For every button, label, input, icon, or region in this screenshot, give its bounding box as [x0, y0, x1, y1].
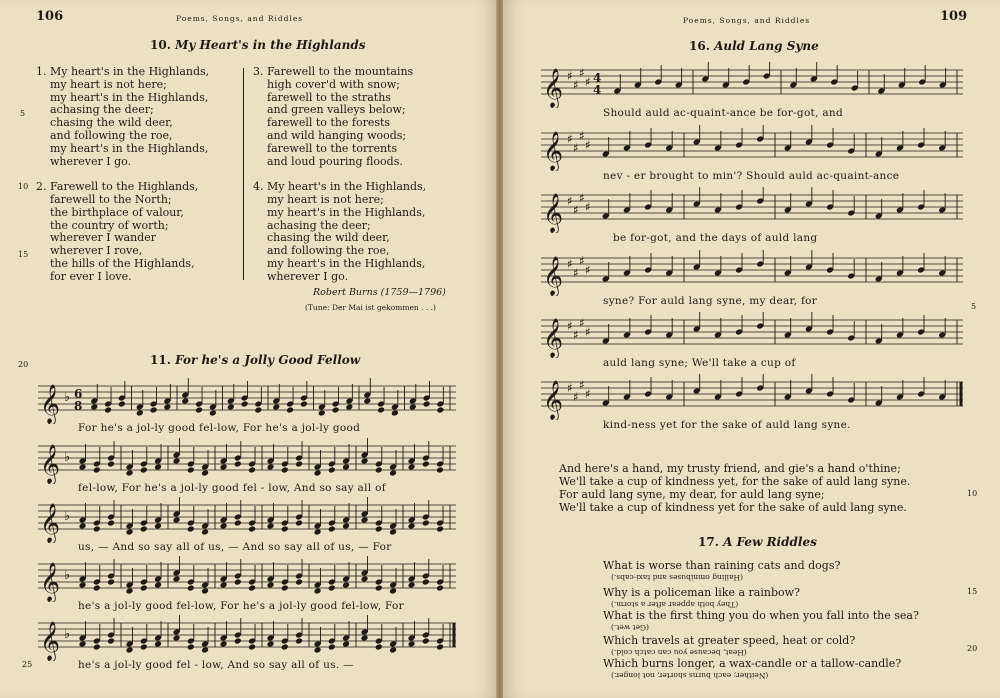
sharp-icon: ♯	[573, 390, 579, 404]
song10-title: My Heart's in the Highlands	[175, 38, 366, 52]
line-number: 20	[18, 360, 29, 369]
poem-line-text: My heart's in the Highlands,	[50, 65, 210, 78]
note-head	[126, 588, 134, 595]
left-page-number: 106	[36, 9, 64, 24]
poem-line-text: the birthplace of valour,	[50, 205, 184, 219]
note-head	[227, 404, 235, 411]
note-head	[107, 461, 115, 468]
poem-line-text: and green valleys below;	[267, 103, 406, 117]
note-head	[375, 585, 383, 592]
poem-line-text: my heart's in the Highlands,	[267, 256, 426, 270]
chorus-line: We'll take a cup of kindness yet, for the sake of auld lang syne.	[559, 475, 911, 488]
note-head	[409, 404, 417, 411]
sharp-icon: ♯	[585, 138, 591, 152]
note-head	[248, 644, 256, 651]
note-head	[408, 464, 416, 471]
treble-clef-icon: 𝄞	[543, 318, 564, 358]
riddle-answer-upside-down: (They both appear after a storm.)	[611, 600, 739, 609]
flat-icon: ♭	[64, 509, 71, 524]
note-head	[79, 641, 87, 648]
note-head	[361, 458, 369, 465]
note-head	[126, 470, 134, 477]
note-head	[436, 467, 444, 474]
poem-line	[36, 271, 209, 284]
song16-lyric-line: be for-got, and the days of auld lang	[613, 232, 818, 244]
poem-line-text: my heart is not here;	[267, 192, 384, 206]
note-head	[375, 526, 383, 533]
treble-clef-icon: 𝄞	[543, 380, 564, 420]
sharp-icon: ♯	[573, 203, 579, 217]
note-head	[93, 644, 101, 651]
note-head	[163, 404, 171, 411]
chorus-line: We'll take a cup of kindness yet for the sake of auld lang syne.	[559, 501, 907, 514]
riddles-number: 17.	[698, 535, 719, 549]
note-head	[187, 644, 195, 651]
song16-lyric-line: syne? For auld lang syne, my dear, for	[603, 295, 818, 307]
note-head	[79, 464, 87, 471]
note-head	[93, 526, 101, 533]
note-head	[314, 647, 322, 654]
song16-lyric-line: Should auld ac-quaint-ance be for-got, and	[603, 107, 844, 119]
note-head	[389, 647, 397, 654]
note-head	[267, 582, 275, 589]
poem-line-text: wherever I wander	[50, 231, 156, 245]
note-head	[181, 398, 189, 405]
note-head	[422, 638, 430, 645]
poem-line-text: chasing the wild deer,	[50, 116, 173, 130]
poem-line-text: my heart's in the Highlands,	[50, 141, 209, 155]
time-signature: 4	[593, 71, 602, 85]
note-head	[422, 461, 430, 468]
song11-lyric-line: For he's a jol-ly good fel-low, For he's a jol-ly good	[78, 422, 361, 434]
note-head	[272, 404, 280, 411]
note-head	[248, 467, 256, 474]
song10-column-1	[36, 66, 209, 284]
flat-icon: ♭	[64, 390, 71, 405]
note-head	[140, 585, 148, 592]
song11-lyric-line: he's a jol-ly good fel - low, And so say all of us. —	[78, 659, 354, 671]
flat-icon: ♭	[64, 627, 71, 642]
poem-line-text: my heart's in the Highlands,	[267, 205, 426, 219]
treble-clef-icon: 𝄞	[543, 131, 564, 171]
note-head	[328, 585, 336, 592]
poem-line-text: the country of worth;	[50, 218, 169, 232]
note-head	[104, 407, 112, 414]
time-signature: 4	[593, 83, 602, 97]
note-head	[328, 644, 336, 651]
note-head	[173, 458, 181, 465]
note-head	[408, 641, 416, 648]
note-head	[201, 588, 209, 595]
note-head	[361, 635, 369, 642]
note-head	[79, 582, 87, 589]
line-number: 5	[20, 109, 26, 118]
sharp-icon: ♯	[573, 266, 579, 280]
verse-number: 4.	[253, 180, 264, 194]
treble-clef-icon: 𝄞	[40, 562, 61, 602]
note-head	[318, 410, 326, 417]
song11-lyric-line: fel-low, For he's a jol-ly good fel - low, And so say all of	[78, 482, 386, 494]
note-head	[286, 407, 294, 414]
riddles-heading	[698, 535, 817, 549]
song16-heading	[689, 39, 819, 53]
right-page	[503, 0, 1000, 698]
note-head	[187, 585, 195, 592]
verse-number: 1.	[36, 65, 47, 78]
song11-lyric-line: he's a jol-ly good fel-low, For he's a jol-ly good fel-low, For	[78, 600, 404, 612]
note-head	[295, 520, 303, 527]
riddle-question: Why is a policeman like a rainbow?	[603, 586, 800, 599]
poem-line	[253, 156, 426, 169]
note-head	[187, 467, 195, 474]
note-head	[140, 644, 148, 651]
sharp-icon: ♯	[567, 69, 573, 83]
music-staff	[38, 615, 456, 661]
sharp-icon: ♯	[585, 75, 591, 89]
sharp-icon: ♯	[579, 129, 585, 143]
note-head	[173, 635, 181, 642]
song10-number: 10.	[150, 38, 171, 52]
note-head	[173, 517, 181, 524]
poem-line-text: achasing the deer;	[267, 218, 371, 232]
note-head	[241, 401, 249, 408]
line-number: 10	[18, 182, 29, 191]
music-staff	[541, 374, 963, 420]
song16-lyric-line: auld lang syne; We'll take a cup of	[603, 357, 796, 369]
note-head	[436, 585, 444, 592]
poem-line-text: Farewell to the Highlands,	[50, 180, 199, 194]
treble-clef-icon: 𝄞	[40, 503, 61, 543]
note-head	[361, 517, 369, 524]
note-head	[328, 467, 336, 474]
song11-number: 11.	[150, 353, 171, 367]
note-head	[126, 647, 134, 654]
note-head	[342, 523, 350, 530]
treble-clef-icon: 𝄞	[40, 621, 61, 661]
treble-clef-icon: 𝄞	[543, 68, 564, 108]
note-head	[220, 582, 228, 589]
note-head	[436, 526, 444, 533]
note-head	[79, 523, 87, 530]
sharp-icon: ♯	[585, 325, 591, 339]
poem-line-text	[50, 167, 54, 180]
note-head	[361, 576, 369, 583]
note-head	[281, 526, 289, 533]
note-head	[154, 464, 162, 471]
note-head	[140, 467, 148, 474]
line-number: 15	[967, 587, 978, 596]
music-staff	[541, 250, 963, 296]
sharp-icon: ♯	[567, 381, 573, 395]
poem-line-text: Farewell to the mountains	[267, 65, 414, 78]
column-divider	[243, 68, 244, 280]
note-head	[389, 529, 397, 536]
sharp-icon: ♯	[567, 319, 573, 333]
left-running-head: Poems, Songs, and Riddles	[176, 14, 304, 23]
poem-line	[253, 271, 426, 284]
note-head	[154, 582, 162, 589]
poem-line-text: wherever I go.	[50, 154, 132, 168]
music-staff	[541, 312, 963, 358]
riddle-question: Which travels at greater speed, heat or cold?	[603, 634, 856, 647]
sharp-icon: ♯	[567, 257, 573, 271]
note-head	[295, 461, 303, 468]
note-head	[154, 641, 162, 648]
note-head	[436, 644, 444, 651]
poem-line-text: the hills of the Highlands,	[50, 256, 195, 270]
note-head	[267, 641, 275, 648]
note-head	[136, 410, 144, 417]
sharp-icon: ♯	[579, 66, 585, 80]
song16-lyric-line: nev - er brought to min'? Should auld ac-quaint-ance	[603, 170, 900, 182]
music-staff	[38, 497, 456, 543]
riddle-question: Which burns longer, a wax-candle or a tallow-candle?	[603, 657, 902, 670]
song16-title: Auld Lang Syne	[714, 39, 819, 53]
poem-line-text: My heart's in the Highlands,	[267, 180, 427, 194]
poem-line-text: and wild hanging woods;	[267, 128, 407, 142]
flat-icon: ♭	[64, 450, 71, 465]
sharp-icon: ♯	[567, 132, 573, 146]
sharp-icon: ♯	[585, 200, 591, 214]
note-head	[314, 470, 322, 477]
note-head	[220, 523, 228, 530]
note-head	[173, 576, 181, 583]
note-head	[377, 407, 385, 414]
riddles-title: A Few Riddles	[723, 535, 817, 549]
note-head	[408, 523, 416, 530]
note-head	[201, 529, 209, 536]
note-head	[90, 404, 98, 411]
riddle-answer-upside-down: (Hailing omnibuses and taxi-cabs.)	[611, 573, 743, 582]
sharp-icon: ♯	[585, 263, 591, 277]
left-page	[0, 0, 497, 698]
note-head	[375, 467, 383, 474]
note-head	[375, 644, 383, 651]
poem-line	[36, 156, 209, 169]
note-head	[423, 401, 431, 408]
note-head	[234, 461, 242, 468]
note-head	[126, 529, 134, 536]
sharp-icon: ♯	[573, 78, 579, 92]
poem-line-text: wherever I go.	[267, 269, 349, 283]
note-head	[93, 585, 101, 592]
song10-heading	[150, 38, 366, 52]
sharp-icon: ♯	[579, 378, 585, 392]
song11-title: For he's a Jolly Good Fellow	[175, 353, 361, 367]
music-staff	[38, 378, 456, 424]
riddle-answer-upside-down: (Heat, because you can catch cold.)	[611, 648, 747, 657]
poem-line-text: wherever I rove,	[50, 244, 143, 258]
song10-credit: Robert Burns (1759—1796)	[313, 287, 446, 298]
song10-tune: (Tune: Der Mai ist gekommen . . .)	[305, 303, 436, 312]
note-head	[295, 638, 303, 645]
poem-line-text: farewell to the forests	[267, 116, 391, 130]
note-head	[248, 585, 256, 592]
note-head	[220, 464, 228, 471]
riddle-answer-upside-down: (Get wet.)	[611, 623, 649, 632]
note-head	[154, 523, 162, 530]
line-number: 25	[22, 660, 33, 669]
poem-line-text: farewell to the North;	[50, 192, 172, 206]
chorus-line: For auld lang syne, my dear, for auld lang syne;	[559, 488, 825, 501]
note-head	[314, 529, 322, 536]
note-head	[118, 401, 126, 408]
sharp-icon: ♯	[573, 141, 579, 155]
treble-clef-icon: 𝄞	[543, 256, 564, 296]
time-signature: 6	[74, 387, 83, 401]
note-head	[300, 401, 308, 408]
song16-lyric-line: kind-ness yet for the sake of auld lang syne.	[603, 419, 851, 431]
note-head	[281, 467, 289, 474]
riddle-question: What is worse than raining cats and dogs?	[603, 559, 841, 572]
note-head	[342, 464, 350, 471]
note-head	[363, 398, 371, 405]
note-head	[391, 410, 399, 417]
note-head	[314, 588, 322, 595]
note-head	[187, 526, 195, 533]
verse-number: 2.	[36, 180, 47, 194]
line-number: 15	[18, 250, 29, 259]
sharp-icon: ♯	[567, 194, 573, 208]
song16-chorus	[559, 462, 910, 514]
note-head	[107, 638, 115, 645]
note-head	[281, 644, 289, 651]
treble-clef-icon: 𝄞	[543, 193, 564, 233]
line-number: 5	[971, 302, 977, 311]
right-page-number: 109	[940, 9, 968, 24]
poem-line-text: my heart is not here;	[50, 77, 167, 91]
flat-icon: ♭	[64, 568, 71, 583]
poem-line-text: achasing the deer;	[50, 103, 154, 117]
poem-line-text: farewell to the straths	[267, 90, 391, 104]
note-head	[234, 520, 242, 527]
note-head	[389, 588, 397, 595]
poem-line-text	[267, 167, 271, 180]
sharp-icon: ♯	[573, 328, 579, 342]
music-staff	[38, 438, 456, 484]
verse-number: 3.	[253, 65, 264, 78]
note-head	[267, 523, 275, 530]
poem-line-text: my heart's in the Highlands,	[50, 90, 209, 104]
poem-line-text: high cover'd with snow;	[267, 77, 400, 91]
note-head	[295, 579, 303, 586]
treble-clef-icon: 𝄞	[40, 444, 61, 484]
note-head	[328, 526, 336, 533]
poem-line-text: farewell to the torrents	[267, 141, 398, 155]
music-staff	[541, 125, 963, 171]
note-head	[234, 579, 242, 586]
note-head	[345, 404, 353, 411]
song11-heading	[150, 353, 360, 367]
note-head	[248, 526, 256, 533]
riddle-question: What is the first thing you do when you fall into the sea?	[603, 609, 919, 622]
music-staff	[541, 187, 963, 233]
poem-line-text: and loud pouring floods.	[267, 154, 403, 168]
note-head	[254, 407, 262, 414]
note-head	[140, 526, 148, 533]
chorus-line: And here's a hand, my trusty friend, and gie's a hand o'thine;	[559, 462, 901, 475]
note-head	[408, 582, 416, 589]
note-head	[220, 641, 228, 648]
note-head	[389, 470, 397, 477]
song11-lyric-line: us, — And so say all of us, — And so say all of us, — For	[78, 541, 392, 553]
note-head	[93, 467, 101, 474]
line-number: 20	[967, 644, 978, 653]
line-number: 10	[967, 489, 978, 498]
note-head	[201, 647, 209, 654]
sharp-icon: ♯	[579, 316, 585, 330]
time-signature: 8	[74, 399, 83, 413]
song10-column-2	[253, 66, 426, 284]
poem-line-text: and following the roe,	[267, 244, 390, 258]
note-head	[209, 410, 217, 417]
note-head	[195, 407, 203, 414]
note-head	[436, 407, 444, 414]
treble-clef-icon: 𝄞	[40, 384, 61, 424]
music-staff	[541, 62, 963, 108]
poem-line-text: and following the roe,	[50, 128, 173, 142]
sharp-icon: ♯	[585, 387, 591, 401]
note-head	[342, 641, 350, 648]
poem-line-text: for ever I love.	[50, 269, 132, 283]
note-head	[150, 407, 158, 414]
note-head	[267, 464, 275, 471]
note-head	[332, 407, 340, 414]
riddle-answer-upside-down: (Neither; each burns shorter, not longer.)	[611, 671, 769, 680]
poem-line-text: chasing the wild deer,	[267, 231, 390, 245]
note-head	[107, 579, 115, 586]
note-head	[422, 579, 430, 586]
sharp-icon: ♯	[579, 254, 585, 268]
note-head	[281, 585, 289, 592]
note-head	[107, 520, 115, 527]
note-head	[342, 582, 350, 589]
note-head	[422, 520, 430, 527]
note-head	[201, 470, 209, 477]
right-running-head: Poems, Songs, and Riddles	[683, 16, 811, 25]
music-staff	[38, 556, 456, 602]
song16-number: 16.	[689, 39, 710, 53]
sharp-icon: ♯	[579, 191, 585, 205]
note-head	[234, 638, 242, 645]
